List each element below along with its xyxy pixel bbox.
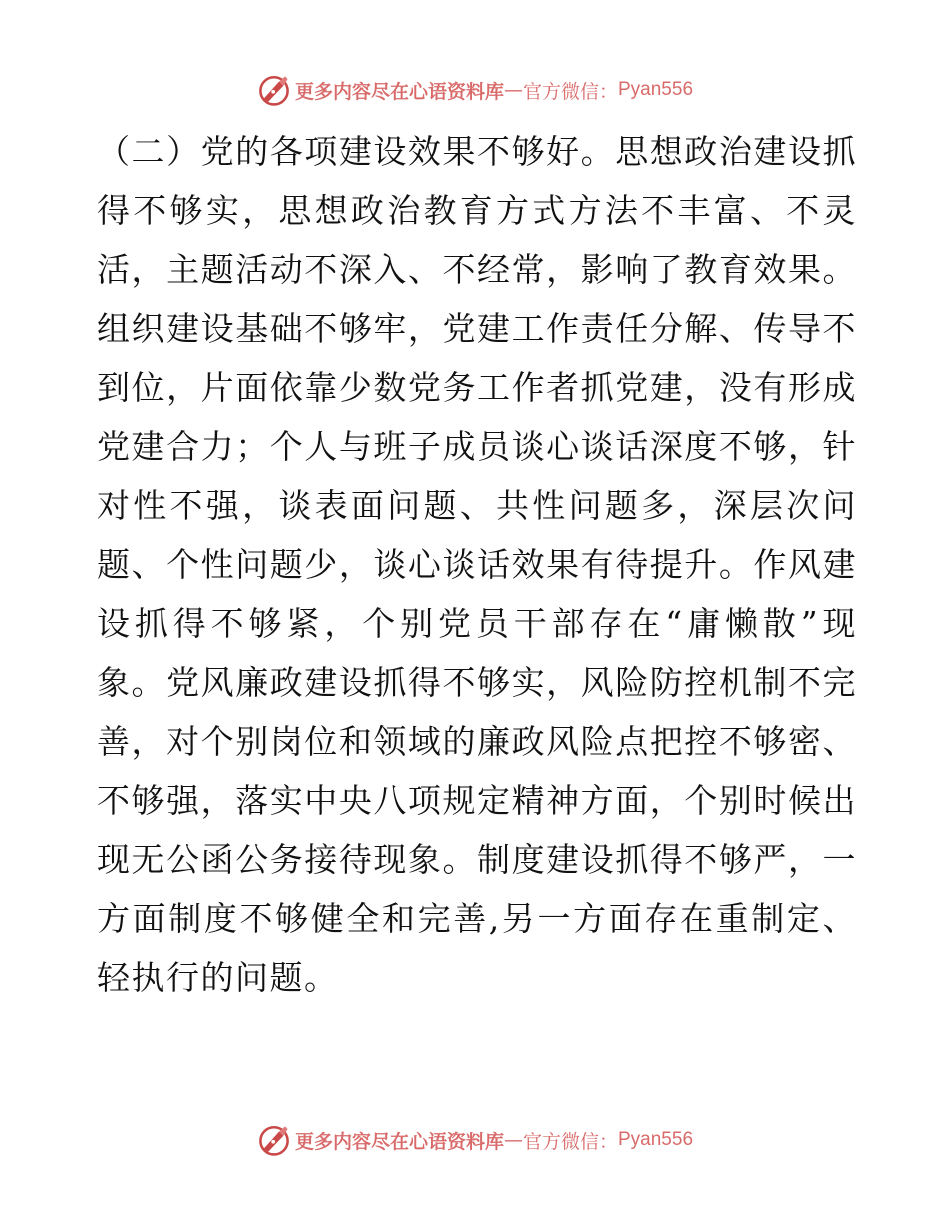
banner-wechat-id: Pyan556 [618, 1129, 694, 1150]
banner-separator: — [503, 79, 523, 101]
document-paragraph: （二）党的各项建设效果不够好。思想政治建设抓得不够实，思想政治教育方式方法不丰富、不灵活，主题活动不深入、不经常，影响了教育效果。组织建设基础不够牢，党建工作责任分解、传导不到位，片面依靠少数党务工作者抓党建，没有形成党建合力；个人与班子成员谈心谈话深度不够，针对性不强，谈表面问题、共性问题多，深层次问题、个性问题少，谈心谈话效果有待提升。作风建设抓得不够紧，个别党员干部存在“庸懒散”现象。党风廉政建设抓得不够实，风险防控机制不完善，对个别岗位和领域的廉政风险点把控不够密、不够强，落实中央八项规定精神方面，个别时候出现无公函公务接待现象。制度建设抓得不够严，一方面制度不够健全和完善,另一方面存在重制定、轻执行的问题。 [97, 132, 857, 997]
pen-nib-logo-icon [257, 1123, 291, 1157]
banner-main-text: 更多内容尽在心语资料库 [294, 80, 504, 103]
banner-wechat-label: 官方微信： [522, 1130, 618, 1153]
banner-wechat-id: Pyan556 [618, 79, 694, 100]
pen-nib-logo-icon [257, 73, 291, 107]
banner-wechat-label: 官方微信： [522, 80, 618, 103]
banner-separator: — [503, 1129, 523, 1151]
banner-main-text: 更多内容尽在心语资料库 [294, 1130, 504, 1153]
header-banner [0, 70, 950, 110]
footer-banner [0, 1120, 950, 1160]
